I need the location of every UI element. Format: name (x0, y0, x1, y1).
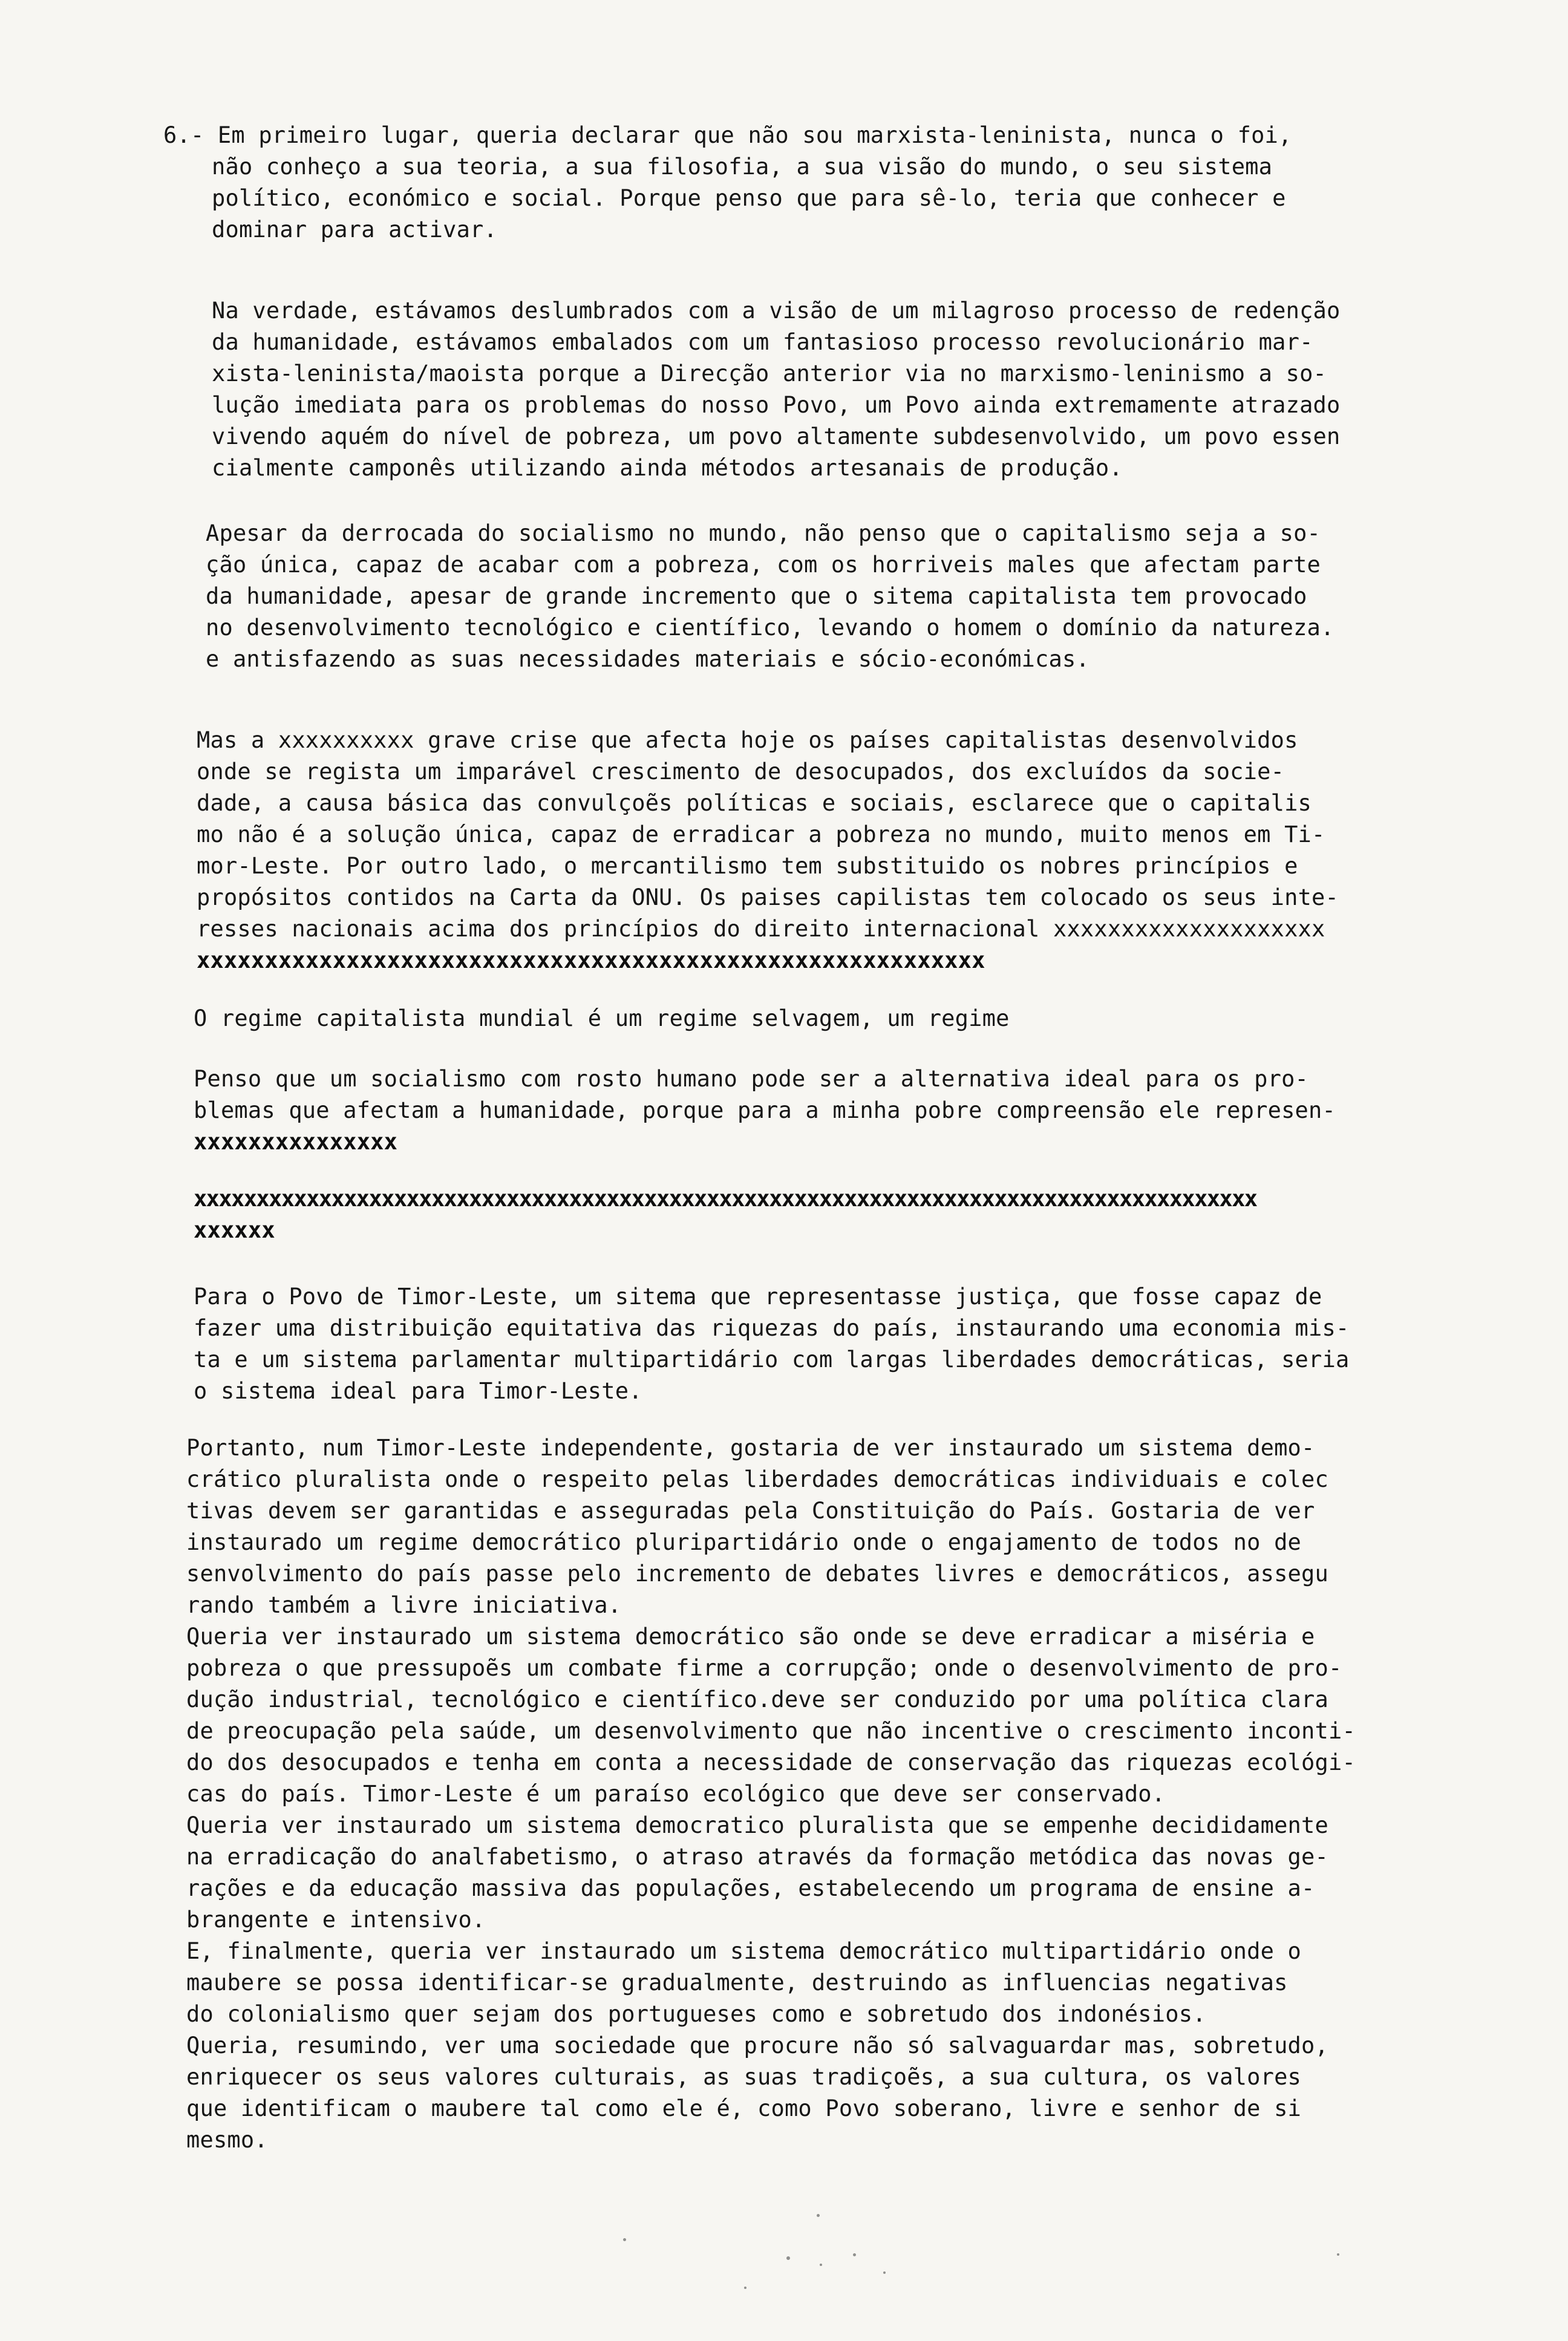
text-line: xista-leninista/maoista porque a Direcção anterior via no marxismo-leninismo a so- (212, 361, 1327, 387)
text-line: o sistema ideal para Timor-Leste. (194, 1378, 642, 1404)
text-line: político, económico e social. Porque penso que para sê-lo, teria que conhecer e (212, 185, 1286, 211)
struck-text-line: xxxxxxxxxxxxxxxxxxxxxxxxxxxxxxxxxxxxxxxxxxxxxxxxxxxxxxxxxx (197, 947, 985, 973)
paragraph-capitalism (206, 519, 1482, 688)
paragraph-marxism (212, 296, 1482, 496)
scan-speck (820, 2264, 822, 2266)
text-line: no desenvolvimento tecnológico e científico, levando o homem o domínio da natureza. (206, 615, 1334, 641)
text-line: Queria, resumindo, ver uma sociedade que procure não só salvaguardar mas, sobretudo, (186, 2032, 1328, 2059)
text-line: na erradicação do analfabetismo, o atraso através da formação metódica das novas ge- (186, 1844, 1328, 1870)
text-line: senvolvimento do país passe pelo incremento de debates livres e democráticos, assegu (186, 1561, 1328, 1587)
text-line: pobreza o que pressupoẽs um combate firme a corrupção; onde o desenvolvimento de pro- (186, 1655, 1342, 1681)
text-line: de preocupação pela saúde, um desenvolvimento que não incentive o crescimento inconti- (186, 1718, 1356, 1744)
text-line: Apesar da derrocada do socialismo no mundo, não penso que o capitalismo seja a so- (206, 520, 1321, 546)
text-line: lução imediata para os problemas do nosso Povo, um Povo ainda extremamente atrazado (212, 392, 1341, 418)
text-line: cas do país. Timor-Leste é um paraíso ecológico que deve ser conservado. (186, 1781, 1166, 1807)
text-line: dade, a causa básica das convulçoẽs políticas e sociais, esclarece que o capitalis (197, 790, 1312, 816)
text-line: cialmente camponês utilizando ainda métodos artesanais de produção. (212, 455, 1123, 481)
paragraph-point-6 (163, 121, 1482, 266)
text-line: ção única, capaz de acabar com a pobreza, com os horriveis males que afectam parte (206, 552, 1321, 578)
text-line: Queria ver instaurado um sistema democratico pluralista que se empenhe decididamente (186, 1812, 1328, 1838)
scan-speck (853, 2253, 856, 2256)
text-line: que identificam o maubere tal como ele é, como Povo soberano, livre e senhor de si (186, 2095, 1302, 2121)
text-line: Na verdade, estávamos deslumbrados com a visão de um milagroso processo de redenção (212, 298, 1341, 324)
scan-speck (623, 2238, 626, 2241)
text-line: da humanidade, apesar de grande incremento que o sitema capitalista tem provocado (206, 583, 1307, 609)
scan-speck (786, 2256, 790, 2260)
paragraph-regime (194, 1004, 1464, 1040)
paragraph-struck-out (194, 1184, 1482, 1251)
scan-speck (1337, 2253, 1339, 2256)
text-line: crático pluralista onde o respeito pelas liberdades democráticas individuais e colec (186, 1466, 1328, 1492)
text-line: brangente e intensivo. (186, 1907, 486, 1933)
text-line: maubere se possa identificar-se gradualmente, destruindo as influencias negativas (186, 1970, 1288, 1996)
paragraph-democratic-system (186, 1434, 1493, 2178)
text-line: onde se regista um imparável crescimento de desocupados, dos excluídos da socie- (197, 759, 1285, 785)
text-line: mor-Leste. Por outro lado, o mercantilismo tem substituido os nobres princípios e (197, 853, 1298, 879)
text-line: rações e da educação massiva das populações, estabelecendo um programa de ensine a- (186, 1875, 1315, 1901)
text-line: Para o Povo de Timor-Leste, um sitema que representasse justiça, que fosse capaz de (194, 1284, 1322, 1310)
text-line: rando também a livre iniciativa. (186, 1592, 622, 1618)
text-line: do dos desocupados e tenha em conta a necessidade de conservação das riquezas ecológi- (186, 1749, 1356, 1775)
scan-speck (883, 2271, 886, 2274)
text-line: 6.- Em primeiro lugar, queria declarar que não sou marxista-leninista, nunca o foi, (163, 122, 1292, 148)
text-line: Mas a xxxxxxxxxx grave crise que afecta hoje os países capitalistas desenvolvidos (197, 727, 1298, 753)
text-line: dução industrial, tecnológico e científico.deve ser conduzido por uma política clara (186, 1686, 1328, 1712)
text-line: blemas que afectam a humanidade, porque para a minha pobre compreensão ele represen- (194, 1097, 1336, 1123)
paragraph-socialism (194, 1065, 1482, 1167)
text-line: Queria ver instaurado um sistema democrático são onde se deve erradicar a miséria e (186, 1624, 1315, 1650)
text-line: resses nacionais acima dos princípios do direito internacional xxxxxxxxxxxxxxxxxxxx (197, 916, 1325, 942)
struck-text-line: xxxxxx (194, 1217, 275, 1243)
text-line: fazer uma distribuição equitativa das riquezas do país, instaurando uma economia mis- (194, 1315, 1350, 1341)
text-line: mo não é a solução única, capaz de erradicar a pobreza no mundo, muito menos em Ti- (197, 821, 1325, 847)
text-line: vivendo aquém do nível de pobreza, um povo altamente subdesenvolvido, um povo essen (212, 423, 1341, 449)
struck-text-line: xxxxxxxxxxxxxxx (194, 1129, 398, 1155)
paragraph-timor-system (194, 1282, 1482, 1415)
text-line: Portanto, num Timor-Leste independente, gostaria de ver instaurado um sistema demo- (186, 1435, 1315, 1461)
scan-speck (744, 2287, 746, 2289)
text-line: ta e um sistema parlamentar multipartidário com largas liberdades democráticas, seria (194, 1347, 1350, 1373)
text-line: propósitos contidos na Carta da ONU. Os paises capilistas tem colocado os seus inte- (197, 884, 1339, 910)
text-line: E, finalmente, queria ver instaurado um sistema democrático multipartidário onde o (186, 1938, 1302, 1964)
text-line: não conheço a sua teoria, a sua filosofia, a sua visão do mundo, o seu sistema (212, 154, 1273, 180)
text-line: do colonialismo quer sejam dos portugueses como e sobretudo dos indonésios. (186, 2001, 1206, 2027)
text-line: mesmo. (186, 2127, 268, 2153)
struck-text-line: xxxxxxxxxxxxxxxxxxxxxxxxxxxxxxxxxxxxxxxxxxxxxxxxxxxxxxxxxxxxxxxxxxxxxxxxxxxxxxxxxxxxx (194, 1186, 1257, 1212)
text-line: e antisfazendo as suas necessidades materiais e sócio-económicas. (206, 646, 1089, 672)
text-line: O regime capitalista mundial é um regime selvagem, um regime (194, 1005, 1010, 1031)
paragraph-crisis (197, 726, 1482, 980)
text-line: instaurado um regime democrático pluripartidário onde o engajamento de todos no de (186, 1529, 1302, 1555)
text-line: dominar para activar. (212, 217, 497, 243)
text-line: Penso que um socialismo com rosto humano pode ser a alternativa ideal para os pro- (194, 1066, 1309, 1092)
text-line: tivas devem ser garantidas e asseguradas pela Constituição do País. Gostaria de ver (186, 1498, 1315, 1524)
text-line: da humanidade, estávamos embalados com um fantasioso processo revolucionário mar- (212, 329, 1313, 355)
text-line: enriquecer os seus valores culturais, as suas tradiçoẽs, a sua cultura, os valores (186, 2064, 1302, 2090)
scan-speck (817, 2214, 820, 2217)
